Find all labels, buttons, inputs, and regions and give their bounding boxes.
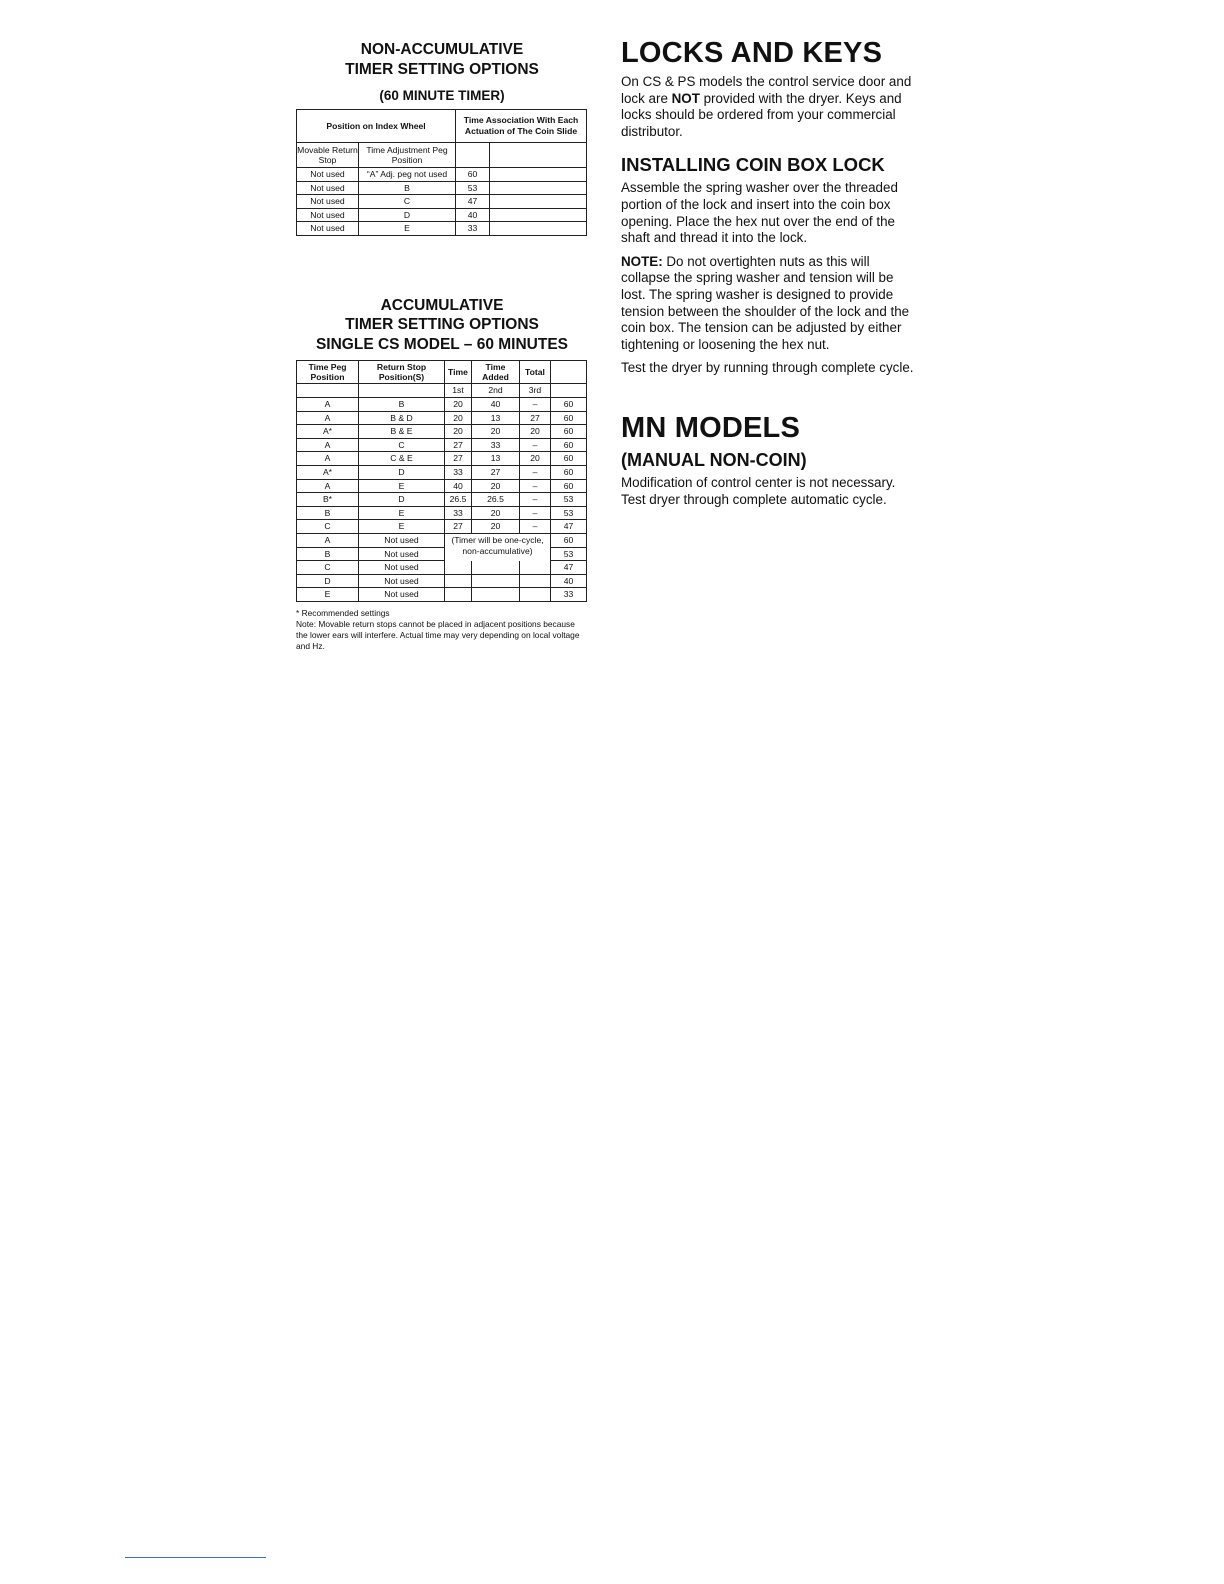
one-cycle-note: (Timer will be one-cycle, non-accumulative) <box>445 534 551 561</box>
cell-total: 47 <box>551 520 587 534</box>
cell-time: 60 <box>456 168 490 182</box>
note-label: NOTE: <box>621 253 663 269</box>
cell-stop: Not used <box>359 547 445 561</box>
cell-time: 47 <box>456 195 490 209</box>
cell-3rd: – <box>520 398 551 412</box>
cell-total: 60 <box>551 398 587 412</box>
empty-cell <box>520 574 551 588</box>
locks-text-part2: provided with the dryer. Keys and locks should be ordered from your commercial distributor. <box>621 90 902 139</box>
cell-peg: D <box>297 574 359 588</box>
header-time-added: Time Added <box>472 361 520 384</box>
table-header-row <box>297 110 587 143</box>
installing-coin-box-lock-title: INSTALLING COIN BOX LOCK <box>621 154 885 176</box>
empty-cell <box>445 561 472 575</box>
cell-peg: A* <box>297 425 359 439</box>
accumulative-heading-line1: ACCUMULATIVE <box>380 296 504 314</box>
accumulative-section <box>296 296 588 652</box>
cell-1st: 27 <box>445 452 472 466</box>
cell-1st: 27 <box>445 438 472 452</box>
header-time-association: Time Association With Each Actuation of The Coin Slide <box>456 110 587 143</box>
cell-peg: C <box>297 520 359 534</box>
empty-cell <box>551 361 587 384</box>
cell-time: 40 <box>456 208 490 222</box>
cell-stop: Not used <box>359 561 445 575</box>
cell-total: 53 <box>551 493 587 507</box>
cell-1st: 40 <box>445 479 472 493</box>
cell-total: 47 <box>551 561 587 575</box>
cell-peg: A <box>297 534 359 548</box>
locks-text-part1: On CS & PS models the control service door and lock are <box>621 74 912 106</box>
empty-cell <box>359 384 445 398</box>
cell-3rd: 27 <box>520 411 551 425</box>
cell-time: 33 <box>456 222 490 236</box>
cell-total: 60 <box>551 452 587 466</box>
table-row <box>297 208 587 222</box>
cell-stop: E <box>359 479 445 493</box>
cell-peg: D <box>359 208 456 222</box>
cell-1st: 26.5 <box>445 493 472 507</box>
cell-total: 33 <box>551 588 587 602</box>
cell-3rd: – <box>520 466 551 480</box>
cell-stop: Not used <box>297 181 359 195</box>
locks-text-bold: NOT <box>671 90 700 106</box>
empty-cell <box>297 384 359 398</box>
subheader-3rd: 3rd <box>520 384 551 398</box>
cell-stop: C & E <box>359 452 445 466</box>
empty-cell <box>472 561 520 575</box>
mn-models-title: MN MODELS <box>621 411 801 444</box>
non-accumulative-subheading: (60 MINUTE TIMER) <box>379 88 505 103</box>
non-accumulative-heading-line2: TIMER SETTING OPTIONS <box>345 60 539 78</box>
cell-peg: A <box>297 411 359 425</box>
test-dryer-paragraph: Test the dryer by running through complete cycle. <box>621 360 914 376</box>
cell-stop: B & E <box>359 425 445 439</box>
table-footnote <box>296 608 588 652</box>
adjacent-positions-note: Note: Movable return stops cannot be placed in adjacent positions because the lower ears will interfere. Actual time may very depending on local voltage and Hz. <box>296 618 580 651</box>
cell-1st: 20 <box>445 425 472 439</box>
cell-total: 60 <box>551 534 587 548</box>
header-time-peg-position: Time Peg Position <box>297 361 359 384</box>
cell-2nd: 27 <box>472 466 520 480</box>
cell-peg: E <box>359 222 456 236</box>
table-row <box>297 222 587 236</box>
mn-models-section <box>621 411 921 508</box>
empty-cell <box>490 222 587 236</box>
empty-cell <box>520 561 551 575</box>
accumulative-heading-line2: TIMER SETTING OPTIONS <box>345 316 539 334</box>
cell-peg: C <box>297 561 359 575</box>
right-column <box>621 36 921 515</box>
table-row <box>297 438 587 452</box>
cell-stop: E <box>359 506 445 520</box>
table-row <box>297 506 587 520</box>
cell-2nd: 20 <box>472 479 520 493</box>
cell-2nd: 13 <box>472 452 520 466</box>
left-column <box>296 40 588 652</box>
table-row <box>297 195 587 209</box>
cell-peg: B <box>359 181 456 195</box>
cell-stop: Not used <box>359 534 445 548</box>
cell-2nd: 20 <box>472 425 520 439</box>
cell-stop: B & D <box>359 411 445 425</box>
cell-peg: A <box>297 398 359 412</box>
installing-paragraph: Assemble the spring washer over the threaded portion of the lock and insert into the coin box opening. Place the hex nut over the end of the shaft and thread it into the lock. <box>621 180 898 246</box>
table-subheader-row <box>297 384 587 398</box>
empty-cell <box>490 195 587 209</box>
cell-1st: 20 <box>445 411 472 425</box>
cell-3rd: 20 <box>520 425 551 439</box>
accumulative-heading-line3: SINGLE CS MODEL – 60 MINUTES <box>315 335 569 353</box>
cell-peg: “A” Adj. peg not used <box>359 168 456 182</box>
locks-and-keys-paragraph <box>621 74 921 140</box>
empty-cell <box>551 384 587 398</box>
mn-models-subtitle: (MANUAL NON-COIN) <box>621 449 807 470</box>
cell-stop: E <box>359 520 445 534</box>
note-text: Do not overtighten nuts as this will collapse the spring washer and tension will be lost. The spring washer is designed to provide tension between the shoulder of the lock and the coin box. The tension can be adjusted by either tightening or loosening the hex nut. <box>621 253 910 352</box>
cell-total: 60 <box>551 479 587 493</box>
mn-models-paragraph: Modification of control center is not necessary. Test dryer through complete automatic cycle. <box>621 474 896 507</box>
empty-cell <box>445 574 472 588</box>
table-row <box>297 588 587 602</box>
table-row <box>297 411 587 425</box>
subheader-time-adjustment-peg: Time Adjustment Peg Position <box>359 143 456 168</box>
table-row <box>297 493 587 507</box>
cell-2nd: 13 <box>472 411 520 425</box>
cell-1st: 20 <box>445 398 472 412</box>
table-row <box>297 520 587 534</box>
table-row <box>297 466 587 480</box>
header-return-stop-position: Return Stop Position(S) <box>359 361 445 384</box>
non-accumulative-table <box>296 109 587 236</box>
cell-peg: C <box>359 195 456 209</box>
cell-stop: D <box>359 493 445 507</box>
table-row <box>297 452 587 466</box>
accumulative-table <box>296 360 587 602</box>
cell-time: 53 <box>456 181 490 195</box>
cell-peg: B <box>297 506 359 520</box>
cell-2nd: 26.5 <box>472 493 520 507</box>
cell-1st: 33 <box>445 466 472 480</box>
cell-2nd: 40 <box>472 398 520 412</box>
empty-cell <box>490 181 587 195</box>
empty-cell <box>472 588 520 602</box>
subheader-1st: 1st <box>445 384 472 398</box>
cell-total: 53 <box>551 506 587 520</box>
table-row <box>297 534 587 548</box>
cell-total: 60 <box>551 438 587 452</box>
cell-peg: E <box>297 588 359 602</box>
cell-total: 53 <box>551 547 587 561</box>
empty-cell <box>472 574 520 588</box>
table-row <box>297 574 587 588</box>
cell-total: 60 <box>551 466 587 480</box>
cell-3rd: – <box>520 479 551 493</box>
empty-cell <box>520 588 551 602</box>
cell-peg: A <box>297 479 359 493</box>
cell-stop: Not used <box>297 168 359 182</box>
table-row <box>297 181 587 195</box>
cell-3rd: – <box>520 493 551 507</box>
cell-peg: B* <box>297 493 359 507</box>
cell-stop: Not used <box>359 574 445 588</box>
cell-3rd: – <box>520 520 551 534</box>
header-total: Total <box>520 361 551 384</box>
empty-cell <box>490 208 587 222</box>
non-accumulative-section <box>296 40 588 236</box>
cell-stop: B <box>359 398 445 412</box>
recommended-settings-note: * Recommended settings <box>296 607 390 618</box>
empty-cell <box>490 143 587 168</box>
subheader-movable-return-stop: Movable Return Stop <box>297 143 359 168</box>
empty-cell <box>490 168 587 182</box>
subheader-2nd: 2nd <box>472 384 520 398</box>
cell-2nd: 33 <box>472 438 520 452</box>
cell-2nd: 20 <box>472 506 520 520</box>
cell-total: 60 <box>551 425 587 439</box>
cell-stop: Not used <box>359 588 445 602</box>
cell-total: 40 <box>551 574 587 588</box>
cell-2nd: 20 <box>472 520 520 534</box>
cell-total: 60 <box>551 411 587 425</box>
cell-3rd: – <box>520 506 551 520</box>
accumulative-data-rows <box>297 398 587 602</box>
table-row <box>297 561 587 575</box>
header-position-on-index-wheel: Position on Index Wheel <box>297 110 456 143</box>
table-row <box>297 479 587 493</box>
table-header-row <box>297 361 587 384</box>
locks-and-keys-title: LOCKS AND KEYS <box>621 37 883 69</box>
cell-peg: A <box>297 438 359 452</box>
empty-cell <box>445 588 472 602</box>
cell-stop: Not used <box>297 195 359 209</box>
cell-peg: B <box>297 547 359 561</box>
table-row <box>297 168 587 182</box>
cell-stop: C <box>359 438 445 452</box>
table-subheader-row <box>297 143 587 168</box>
cell-3rd: 20 <box>520 452 551 466</box>
non-accumulative-heading-line1: NON-ACCUMULATIVE <box>360 41 524 58</box>
cell-peg: A* <box>297 466 359 480</box>
empty-cell <box>456 143 490 168</box>
cell-peg: A <box>297 452 359 466</box>
cell-1st: 27 <box>445 520 472 534</box>
cell-stop: D <box>359 466 445 480</box>
cell-stop: Not used <box>297 208 359 222</box>
cell-3rd: – <box>520 438 551 452</box>
footnote-divider <box>125 1557 266 1558</box>
header-time: Time <box>445 361 472 384</box>
table-row <box>297 398 587 412</box>
cell-stop: Not used <box>297 222 359 236</box>
cell-1st: 33 <box>445 506 472 520</box>
installing-note-paragraph <box>621 254 921 354</box>
table-row <box>297 425 587 439</box>
